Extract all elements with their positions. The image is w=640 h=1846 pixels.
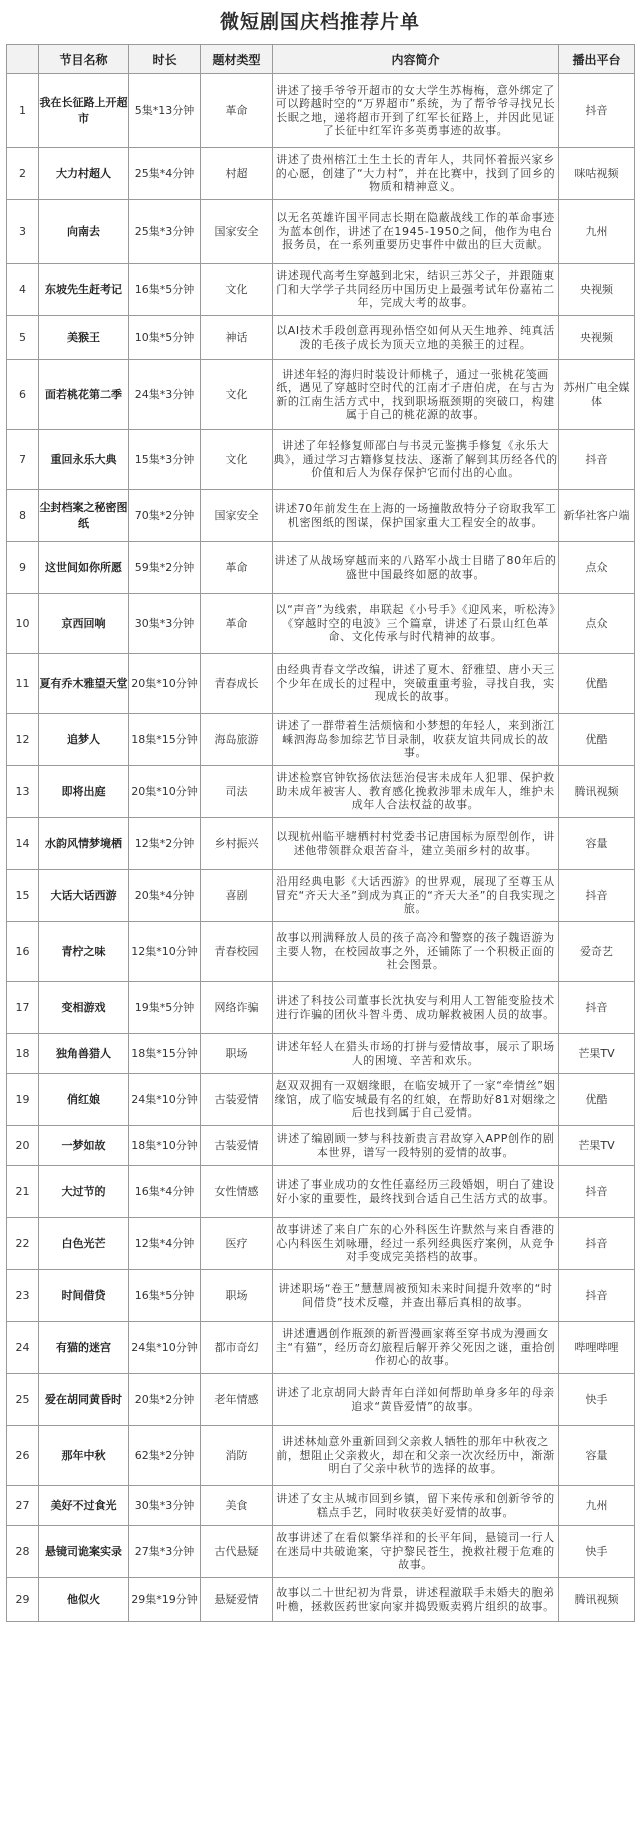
program-platform: 九州 — [559, 200, 635, 264]
program-name: 这世间如你所愿 — [39, 542, 129, 594]
program-platform: 央视频 — [559, 264, 635, 316]
row-number: 23 — [7, 1270, 39, 1322]
program-genre: 喜剧 — [201, 870, 273, 922]
program-name: 有猫的迷宫 — [39, 1322, 129, 1374]
program-intro: 讲述职场“卷王”慧慧周被预知未来时间提升效率的“时间借贷”技术反噬，并查出幕后真相的故事。 — [273, 1270, 559, 1322]
table-row — [7, 148, 635, 200]
row-number: 11 — [7, 654, 39, 714]
program-duration: 18集*10分钟 — [129, 1126, 201, 1166]
program-genre: 女性情感 — [201, 1166, 273, 1218]
program-intro: 故事讲述了来自广东的心外科医生许默然与来自香港的心内科医生刘咏珊，经过一系列经典医疗案例，从竞争对手变成完美搭档的故事。 — [273, 1218, 559, 1270]
program-genre: 村超 — [201, 148, 273, 200]
program-platform: 抖音 — [559, 982, 635, 1034]
program-intro: 以现杭州临平塘栖村村党委书记唐国标为原型创作，讲述他带领群众艰苦奋斗，建立美丽乡村的故事。 — [273, 818, 559, 870]
row-number: 22 — [7, 1218, 39, 1270]
program-duration: 24集*10分钟 — [129, 1074, 201, 1126]
program-platform: 容量 — [559, 1426, 635, 1486]
program-duration: 19集*5分钟 — [129, 982, 201, 1034]
program-genre: 美食 — [201, 1486, 273, 1526]
table-row — [7, 870, 635, 922]
table-row — [7, 360, 635, 430]
row-number: 13 — [7, 766, 39, 818]
program-platform: 抖音 — [559, 1218, 635, 1270]
recommendation-table — [6, 44, 635, 1622]
program-name: 面若桃花第二季 — [39, 360, 129, 430]
program-duration: 24集*10分钟 — [129, 1322, 201, 1374]
table-row — [7, 1322, 635, 1374]
program-name: 俏红娘 — [39, 1074, 129, 1126]
program-name: 大力村超人 — [39, 148, 129, 200]
row-number: 6 — [7, 360, 39, 430]
table-row — [7, 490, 635, 542]
program-duration: 16集*4分钟 — [129, 1166, 201, 1218]
program-intro: 讲述了接手爷爷开超市的女大学生苏梅梅，意外绑定了可以跨越时空的“万界超市”系统，为了帮爷爷寻找兄长长眠之地，递将超市开到了红军长征路上，并因此见证了长征中红军许多英勇事迹的故事。 — [273, 74, 559, 148]
program-duration: 59集*2分钟 — [129, 542, 201, 594]
col-header-platform: 播出平台 — [559, 45, 635, 74]
program-platform: 快手 — [559, 1526, 635, 1578]
program-platform: 新华社客户端 — [559, 490, 635, 542]
program-platform: 腾讯视频 — [559, 766, 635, 818]
program-name: 水韵风情梦境栖 — [39, 818, 129, 870]
row-number: 18 — [7, 1034, 39, 1074]
row-number: 28 — [7, 1526, 39, 1578]
table-row — [7, 654, 635, 714]
program-genre: 网络诈骗 — [201, 982, 273, 1034]
program-intro: 沿用经典电影《大话西游》的世界观，展现了至尊玉从冒充“齐天大圣”到成为真正的“齐天大圣”的自我实现之旅。 — [273, 870, 559, 922]
program-intro: 讲述年轻的海归时装设计师桃子，通过一张桃花笺画纸，遇见了穿越时空时代的江南才子唐伯虎，在与古为新的江南生活方式中，找到职场瓶颈期的突破口，构建属于自己的桃花源的故事。 — [273, 360, 559, 430]
program-name: 白色光芒 — [39, 1218, 129, 1270]
row-number: 19 — [7, 1074, 39, 1126]
row-number: 15 — [7, 870, 39, 922]
program-intro: 讲述了北京胡同大龄青年白洋如何帮助单身多年的母亲追求“黄昏爱情”的故事。 — [273, 1374, 559, 1426]
program-name: 一梦如故 — [39, 1126, 129, 1166]
program-intro: 讲述了一群带着生活烦恼和小梦想的年轻人，来到浙江嵊泗海岛参加综艺节目录制，收获友谊共同成长的故事。 — [273, 714, 559, 766]
program-intro: 讲述了从战场穿越而来的八路军小战士目睹了80年后的盛世中国最终如愿的故事。 — [273, 542, 559, 594]
program-duration: 16集*5分钟 — [129, 264, 201, 316]
program-platform: 咪咕视频 — [559, 148, 635, 200]
table-row — [7, 1218, 635, 1270]
table-row — [7, 1166, 635, 1218]
program-genre: 职场 — [201, 1034, 273, 1074]
program-name: 美好不过食光 — [39, 1486, 129, 1526]
program-name: 夏有乔木雅望天堂 — [39, 654, 129, 714]
program-platform: 苏州广电全媒体 — [559, 360, 635, 430]
row-number: 9 — [7, 542, 39, 594]
program-duration: 5集*13分钟 — [129, 74, 201, 148]
program-name: 尘封档案之秘密图纸 — [39, 490, 129, 542]
row-number: 17 — [7, 982, 39, 1034]
program-platform: 优酷 — [559, 654, 635, 714]
program-genre: 乡村振兴 — [201, 818, 273, 870]
row-number: 20 — [7, 1126, 39, 1166]
program-duration: 70集*2分钟 — [129, 490, 201, 542]
program-name: 东坡先生赶考记 — [39, 264, 129, 316]
row-number: 27 — [7, 1486, 39, 1526]
program-genre: 海岛旅游 — [201, 714, 273, 766]
program-platform: 快手 — [559, 1374, 635, 1426]
row-number: 21 — [7, 1166, 39, 1218]
row-number: 8 — [7, 490, 39, 542]
program-platform: 芒果TV — [559, 1034, 635, 1074]
program-name: 爱在胡同黄昏时 — [39, 1374, 129, 1426]
table-row — [7, 1374, 635, 1426]
program-duration: 29集*19分钟 — [129, 1578, 201, 1622]
program-genre: 医疗 — [201, 1218, 273, 1270]
program-intro: 讲述了编剧顾一梦与科技新贵言君故穿入APP创作的剧本世界，谱写一段特别的爱情的故事。 — [273, 1126, 559, 1166]
col-header-intro: 内容简介 — [273, 45, 559, 74]
row-number: 10 — [7, 594, 39, 654]
program-genre: 古装爱情 — [201, 1126, 273, 1166]
program-intro: 讲述了事业成功的女性任嘉经历三段婚姻，明白了建设好小家的重要性，最终找到合适自己生活方式的故事。 — [273, 1166, 559, 1218]
program-platform: 抖音 — [559, 1166, 635, 1218]
program-intro: 讲述检察官钟钦扬依法惩治侵害未成年人犯罪、保护救助未成年被害人、教育感化挽救涉罪未成年人，维护未成年人合法权益的故事。 — [273, 766, 559, 818]
program-intro: 讲述年轻人在猎头市场的打拼与爱情故事，展示了职场人的困境、辛苦和欢乐。 — [273, 1034, 559, 1074]
program-name: 悬镜司诡案实录 — [39, 1526, 129, 1578]
program-duration: 20集*4分钟 — [129, 870, 201, 922]
table-row — [7, 1126, 635, 1166]
col-header-name: 节目名称 — [39, 45, 129, 74]
program-platform: 芒果TV — [559, 1126, 635, 1166]
program-genre: 文化 — [201, 360, 273, 430]
program-name: 他似火 — [39, 1578, 129, 1622]
program-intro: 讲述林灿意外重新回到父亲救人牺牲的那年中秋夜之前，想阻止父亲救火，却在和父亲一次次经历中，渐渐明白了父亲中秋节的选择的故事。 — [273, 1426, 559, 1486]
program-genre: 司法 — [201, 766, 273, 818]
program-duration: 12集*4分钟 — [129, 1218, 201, 1270]
program-name: 那年中秋 — [39, 1426, 129, 1486]
table-row — [7, 1270, 635, 1322]
program-intro: 以“声音”为线索，串联起《小号手》《迎风来，听松涛》《穿越时空的电波》三个篇章，讲述了石景山红色革命、文化传承与时代精神的故事。 — [273, 594, 559, 654]
program-genre: 消防 — [201, 1426, 273, 1486]
row-number: 16 — [7, 922, 39, 982]
program-duration: 15集*3分钟 — [129, 430, 201, 490]
program-genre: 文化 — [201, 264, 273, 316]
row-number: 25 — [7, 1374, 39, 1426]
table-row — [7, 430, 635, 490]
table-row — [7, 74, 635, 148]
program-name: 即将出庭 — [39, 766, 129, 818]
program-duration: 25集*4分钟 — [129, 148, 201, 200]
program-duration: 20集*2分钟 — [129, 1374, 201, 1426]
program-platform: 抖音 — [559, 74, 635, 148]
row-number: 7 — [7, 430, 39, 490]
table-row — [7, 1578, 635, 1622]
program-genre: 老年情感 — [201, 1374, 273, 1426]
program-intro: 以AI技术手段创意再现孙悟空如何从天生地养、纯真活泼的毛孩子成长为顶天立地的美猴王的过程。 — [273, 316, 559, 360]
program-intro: 赵双双拥有一双姻缘眼，在临安城开了一家“牵情丝”姻缘馆，成了临安城最有名的红娘，在帮助好81对姻缘之后也找到属于自己爱情。 — [273, 1074, 559, 1126]
table-row — [7, 264, 635, 316]
program-intro: 讲述了科技公司董事长沈执安与利用人工智能变脸技术进行诈骗的团伙斗智斗勇、成功解救被困人员的故事。 — [273, 982, 559, 1034]
row-number: 14 — [7, 818, 39, 870]
table-row — [7, 542, 635, 594]
program-name: 重回永乐大典 — [39, 430, 129, 490]
program-genre: 职场 — [201, 1270, 273, 1322]
program-name: 青柠之味 — [39, 922, 129, 982]
program-name: 追梦人 — [39, 714, 129, 766]
program-platform: 抖音 — [559, 870, 635, 922]
row-number: 5 — [7, 316, 39, 360]
program-name: 美猴王 — [39, 316, 129, 360]
program-platform: 抖音 — [559, 430, 635, 490]
program-name: 向南去 — [39, 200, 129, 264]
row-number: 29 — [7, 1578, 39, 1622]
program-duration: 27集*3分钟 — [129, 1526, 201, 1578]
program-platform: 优酷 — [559, 1074, 635, 1126]
row-number: 24 — [7, 1322, 39, 1374]
program-platform: 容量 — [559, 818, 635, 870]
program-genre: 青春成长 — [201, 654, 273, 714]
program-genre: 古代悬疑 — [201, 1526, 273, 1578]
program-genre: 革命 — [201, 542, 273, 594]
program-name: 时间借贷 — [39, 1270, 129, 1322]
table-header-row — [7, 45, 635, 74]
program-intro: 讲述了贵州榕江土生土长的青年人，共同怀着振兴家乡的心愿，创建了“大力村”，并在比赛中，找到了回乡的物质和精神意义。 — [273, 148, 559, 200]
program-platform: 腾讯视频 — [559, 1578, 635, 1622]
table-row — [7, 594, 635, 654]
program-platform: 点众 — [559, 542, 635, 594]
table-row — [7, 922, 635, 982]
program-duration: 30集*3分钟 — [129, 1486, 201, 1526]
program-intro: 故事以刑满释放人员的孩子高冷和警察的孩子魏语游为主要人物，在校园故事之外，还铺陈了一个积极正面的社会图景。 — [273, 922, 559, 982]
table-row — [7, 982, 635, 1034]
program-duration: 24集*3分钟 — [129, 360, 201, 430]
program-duration: 12集*2分钟 — [129, 818, 201, 870]
row-number: 1 — [7, 74, 39, 148]
table-row — [7, 1074, 635, 1126]
program-genre: 青春校园 — [201, 922, 273, 982]
program-platform: 央视频 — [559, 316, 635, 360]
program-name: 大过节的 — [39, 1166, 129, 1218]
row-number: 26 — [7, 1426, 39, 1486]
program-intro: 由经典青春文学改编，讲述了夏木、舒雅望、唐小天三个少年在成长的过程中，突破重重考验，寻找自我，实现成长的故事。 — [273, 654, 559, 714]
program-platform: 点众 — [559, 594, 635, 654]
program-duration: 12集*10分钟 — [129, 922, 201, 982]
program-intro: 讲述70年前发生在上海的一场撞散敌特分子窃取我军工机密图纸的图谋，保护国家重大工程安全的故事。 — [273, 490, 559, 542]
program-genre: 文化 — [201, 430, 273, 490]
program-platform: 爱奇艺 — [559, 922, 635, 982]
program-duration: 30集*3分钟 — [129, 594, 201, 654]
program-genre: 悬疑爱情 — [201, 1578, 273, 1622]
table-row — [7, 1426, 635, 1486]
program-intro: 以无名英雄许国平同志长期在隐蔽战线工作的革命事迹为蓝本创作，讲述了在1945-1950之间，他作为电台报务员，在一系列重要历史事件中做出的巨大贡献。 — [273, 200, 559, 264]
program-duration: 20集*10分钟 — [129, 654, 201, 714]
program-genre: 都市奇幻 — [201, 1322, 273, 1374]
row-number: 12 — [7, 714, 39, 766]
table-row — [7, 766, 635, 818]
program-duration: 10集*5分钟 — [129, 316, 201, 360]
program-intro: 故事以二十世纪初为背景，讲述程澈联手未婚夫的胞弟叶檐，拯救医药世家向家并捣毁贩卖鸦片组织的故事。 — [273, 1578, 559, 1622]
program-genre: 国家安全 — [201, 490, 273, 542]
row-number: 2 — [7, 148, 39, 200]
program-platform: 九州 — [559, 1486, 635, 1526]
row-number: 4 — [7, 264, 39, 316]
program-platform: 哔哩哔哩 — [559, 1322, 635, 1374]
program-genre: 革命 — [201, 74, 273, 148]
program-intro: 讲述遭遇创作瓶颈的新晋漫画家蒋至穿书成为漫画女主“有猫”，经历奇幻旅程后解开养父死因之谜，重拾创作初心的故事。 — [273, 1322, 559, 1374]
program-duration: 62集*2分钟 — [129, 1426, 201, 1486]
program-intro: 讲述了年轻修复师邵白与书灵元鉴携手修复《永乐大典》，通过学习古籍修复技法、逐渐了解到其历经各代的价值和后人为保存保护它而付出的心血。 — [273, 430, 559, 490]
program-platform: 优酷 — [559, 714, 635, 766]
program-genre: 国家安全 — [201, 200, 273, 264]
program-intro: 故事讲述了在看似繁华祥和的长平年间，悬镜司一行人在迷局中共破诡案，守护黎民苍生，挽救社稷于危难的故事。 — [273, 1526, 559, 1578]
program-genre: 革命 — [201, 594, 273, 654]
col-header-no — [7, 45, 39, 74]
table-row — [7, 1526, 635, 1578]
table-row — [7, 200, 635, 264]
col-header-genre: 题材类型 — [201, 45, 273, 74]
program-platform: 抖音 — [559, 1270, 635, 1322]
program-name: 京西回响 — [39, 594, 129, 654]
program-intro: 讲述现代高考生穿越到北宋，结识三苏父子，并跟随東门和大学学子共同经历中国历史上最强考试年份嘉祐二年，完成大考的故事。 — [273, 264, 559, 316]
table-row — [7, 714, 635, 766]
program-name: 变相游戏 — [39, 982, 129, 1034]
program-duration: 18集*15分钟 — [129, 1034, 201, 1074]
program-duration: 20集*10分钟 — [129, 766, 201, 818]
program-name: 独角兽猎人 — [39, 1034, 129, 1074]
table-row — [7, 1034, 635, 1074]
table-row — [7, 1486, 635, 1526]
program-name: 我在长征路上开超市 — [39, 74, 129, 148]
program-intro: 讲述了女主从城市回到乡镇，留下来传承和创新爷爷的糕点手艺，同时收获美好爱情的故事。 — [273, 1486, 559, 1526]
table-row — [7, 818, 635, 870]
col-header-duration: 时长 — [129, 45, 201, 74]
program-duration: 18集*15分钟 — [129, 714, 201, 766]
row-number: 3 — [7, 200, 39, 264]
table-row — [7, 316, 635, 360]
program-genre: 古装爱情 — [201, 1074, 273, 1126]
program-name: 大话大话西游 — [39, 870, 129, 922]
program-duration: 16集*5分钟 — [129, 1270, 201, 1322]
document-title: 微短剧国庆档推荐片单 — [219, 11, 420, 33]
program-duration: 25集*3分钟 — [129, 200, 201, 264]
program-genre: 神话 — [201, 316, 273, 360]
